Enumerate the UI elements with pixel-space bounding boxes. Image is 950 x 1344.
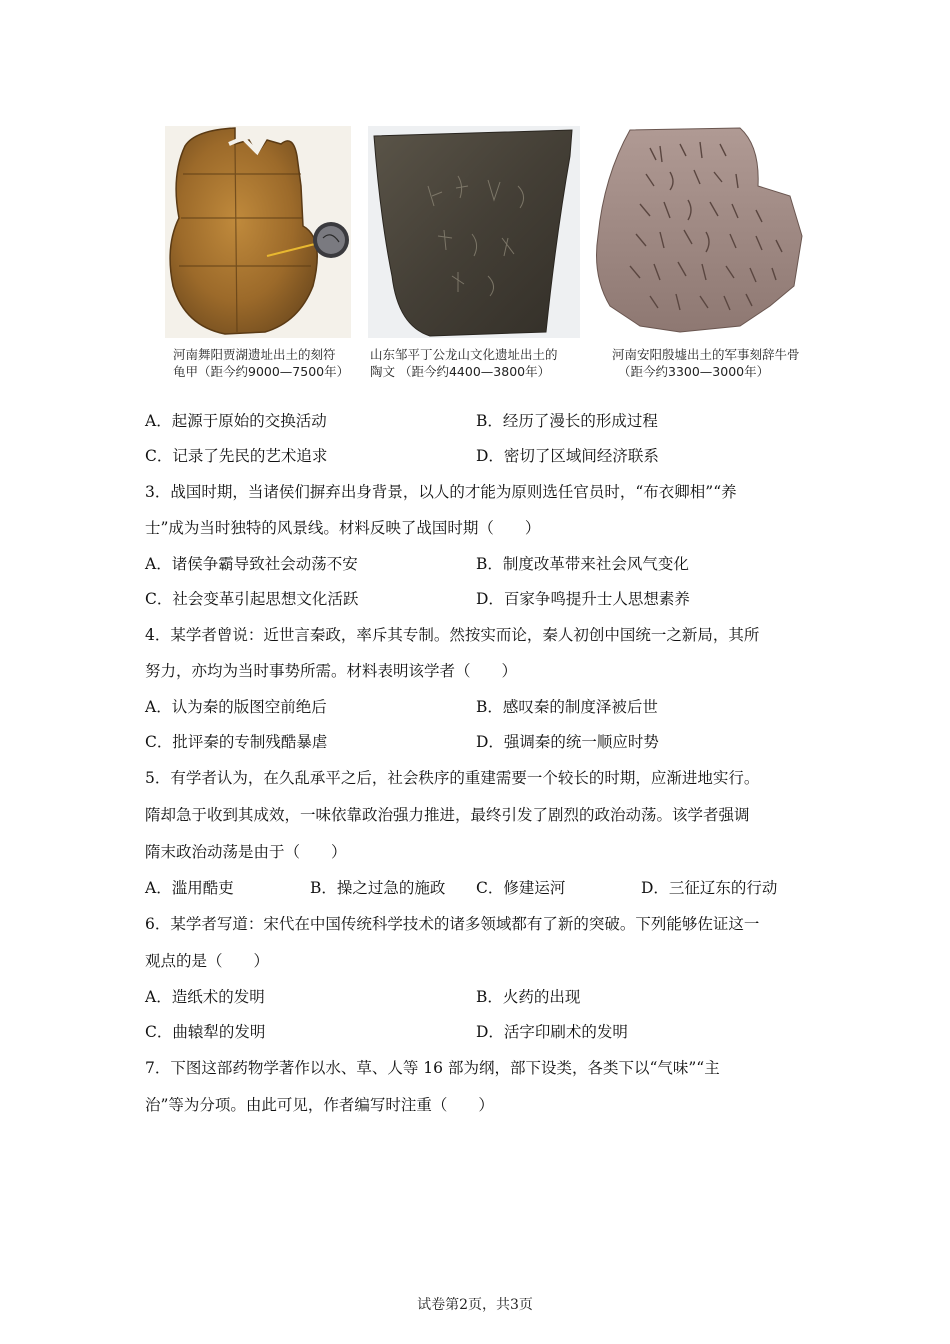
- caption-pottery-line1: 山东邹平丁公龙山文化遗址出土的: [370, 347, 558, 362]
- q7-stem-line1: 7．下图这部药物学著作以水、草、人等 16 部为纲，部下设类，各类下以“气味”“主: [145, 1059, 720, 1077]
- q4-stem-line1: 4．某学者曾说：近世言秦政，率斥其专制。然按实而论，秦人初创中国统一之新局，其所: [145, 626, 760, 644]
- q5-option-c[interactable]: C．修建运河: [476, 879, 566, 897]
- caption-pottery-line2: 陶文 （距今约4400—3800年）: [370, 364, 551, 379]
- q4-option-c[interactable]: C．批评秦的专制残酷暴虐: [145, 733, 328, 751]
- q5-option-a[interactable]: A．滥用酷吏: [145, 879, 234, 897]
- q4-option-d[interactable]: D．强调秦的统一顺应时势: [476, 733, 659, 751]
- tortoise-shell-image: [165, 126, 351, 338]
- q2-option-c[interactable]: C．记录了先民的艺术追求: [145, 447, 328, 465]
- caption-oracle-line2: （距今约3300—3000年）: [618, 364, 770, 379]
- q4-option-a[interactable]: A．认为秦的版图空前绝后: [145, 698, 327, 716]
- q7-stem-line2: 治”等为分项。由此可见，作者编写时注重（ ）: [145, 1096, 494, 1114]
- q4-stem-line2: 努力，亦均为当时事势所需。材料表明该学者（ ）: [145, 662, 518, 680]
- figure-tortoise-shell: [165, 126, 365, 386]
- q3-option-a[interactable]: A．诸侯争霸导致社会动荡不安: [145, 555, 358, 573]
- q6-option-c[interactable]: C．曲辕犁的发明: [145, 1023, 266, 1041]
- q3-option-d[interactable]: D．百家争鸣提升士人思想素养: [476, 590, 690, 608]
- q6-option-a[interactable]: A．造纸术的发明: [145, 988, 265, 1006]
- q6-option-b[interactable]: B．火药的出现: [476, 988, 581, 1006]
- q4-option-b[interactable]: B．感叹秦的制度泽被后世: [476, 698, 658, 716]
- figure-pottery-shard: [368, 126, 583, 386]
- caption-tortoise-line2: 龟甲（距今约9000—7500年）: [173, 364, 350, 379]
- q5-option-d[interactable]: D．三征辽东的行动: [641, 879, 778, 897]
- q5-stem-line3: 隋末政治动荡是由于（ ）: [145, 843, 347, 861]
- q2-option-a[interactable]: A．起源于原始的交换活动: [145, 412, 327, 430]
- caption-oracle-line1: 河南安阳殷墟出土的军事刻辞牛骨: [612, 347, 800, 362]
- q2-option-d[interactable]: D．密切了区域间经济联系: [476, 447, 659, 465]
- page-footer: 试卷第2页，共3页: [417, 1297, 533, 1313]
- q2-option-b[interactable]: B．经历了漫长的形成过程: [476, 412, 658, 430]
- q5-stem-line2: 隋却急于收到其成效，一味依靠政治强力推进，最终引发了剧烈的政治动荡。该学者强调: [145, 806, 750, 824]
- artifact-figures: [165, 126, 815, 386]
- q6-option-d[interactable]: D．活字印刷术的发明: [476, 1023, 628, 1041]
- q3-option-c[interactable]: C．社会变革引起思想文化活跃: [145, 590, 359, 608]
- q6-stem-line1: 6．某学者写道：宋代在中国传统科学技术的诸多领域都有了新的突破。下列能够佐证这一: [145, 915, 760, 933]
- caption-tortoise-line1: 河南舞阳贾湖遗址出土的刻符: [173, 347, 336, 362]
- q3-option-b[interactable]: B．制度改革带来社会风气变化: [476, 555, 689, 573]
- figure-oracle-bone: [590, 126, 815, 386]
- q3-stem-line2: 士”成为当时独特的风景线。材料反映了战国时期（ ）: [145, 519, 541, 537]
- oracle-bone-image: [590, 126, 808, 338]
- q3-stem-line1: 3．战国时期，当诸侯们摒弃出身背景，以人的才能为原则选任官员时，“布衣卿相”“养: [145, 483, 737, 501]
- pottery-shard-image: [368, 126, 580, 338]
- q6-stem-line2: 观点的是（ ）: [145, 952, 270, 970]
- q5-stem-line1: 5．有学者认为，在久乱承平之后，社会秩序的重建需要一个较长的时期，应渐进地实行。: [145, 769, 760, 787]
- q5-option-b[interactable]: B．操之过急的施政: [310, 879, 446, 897]
